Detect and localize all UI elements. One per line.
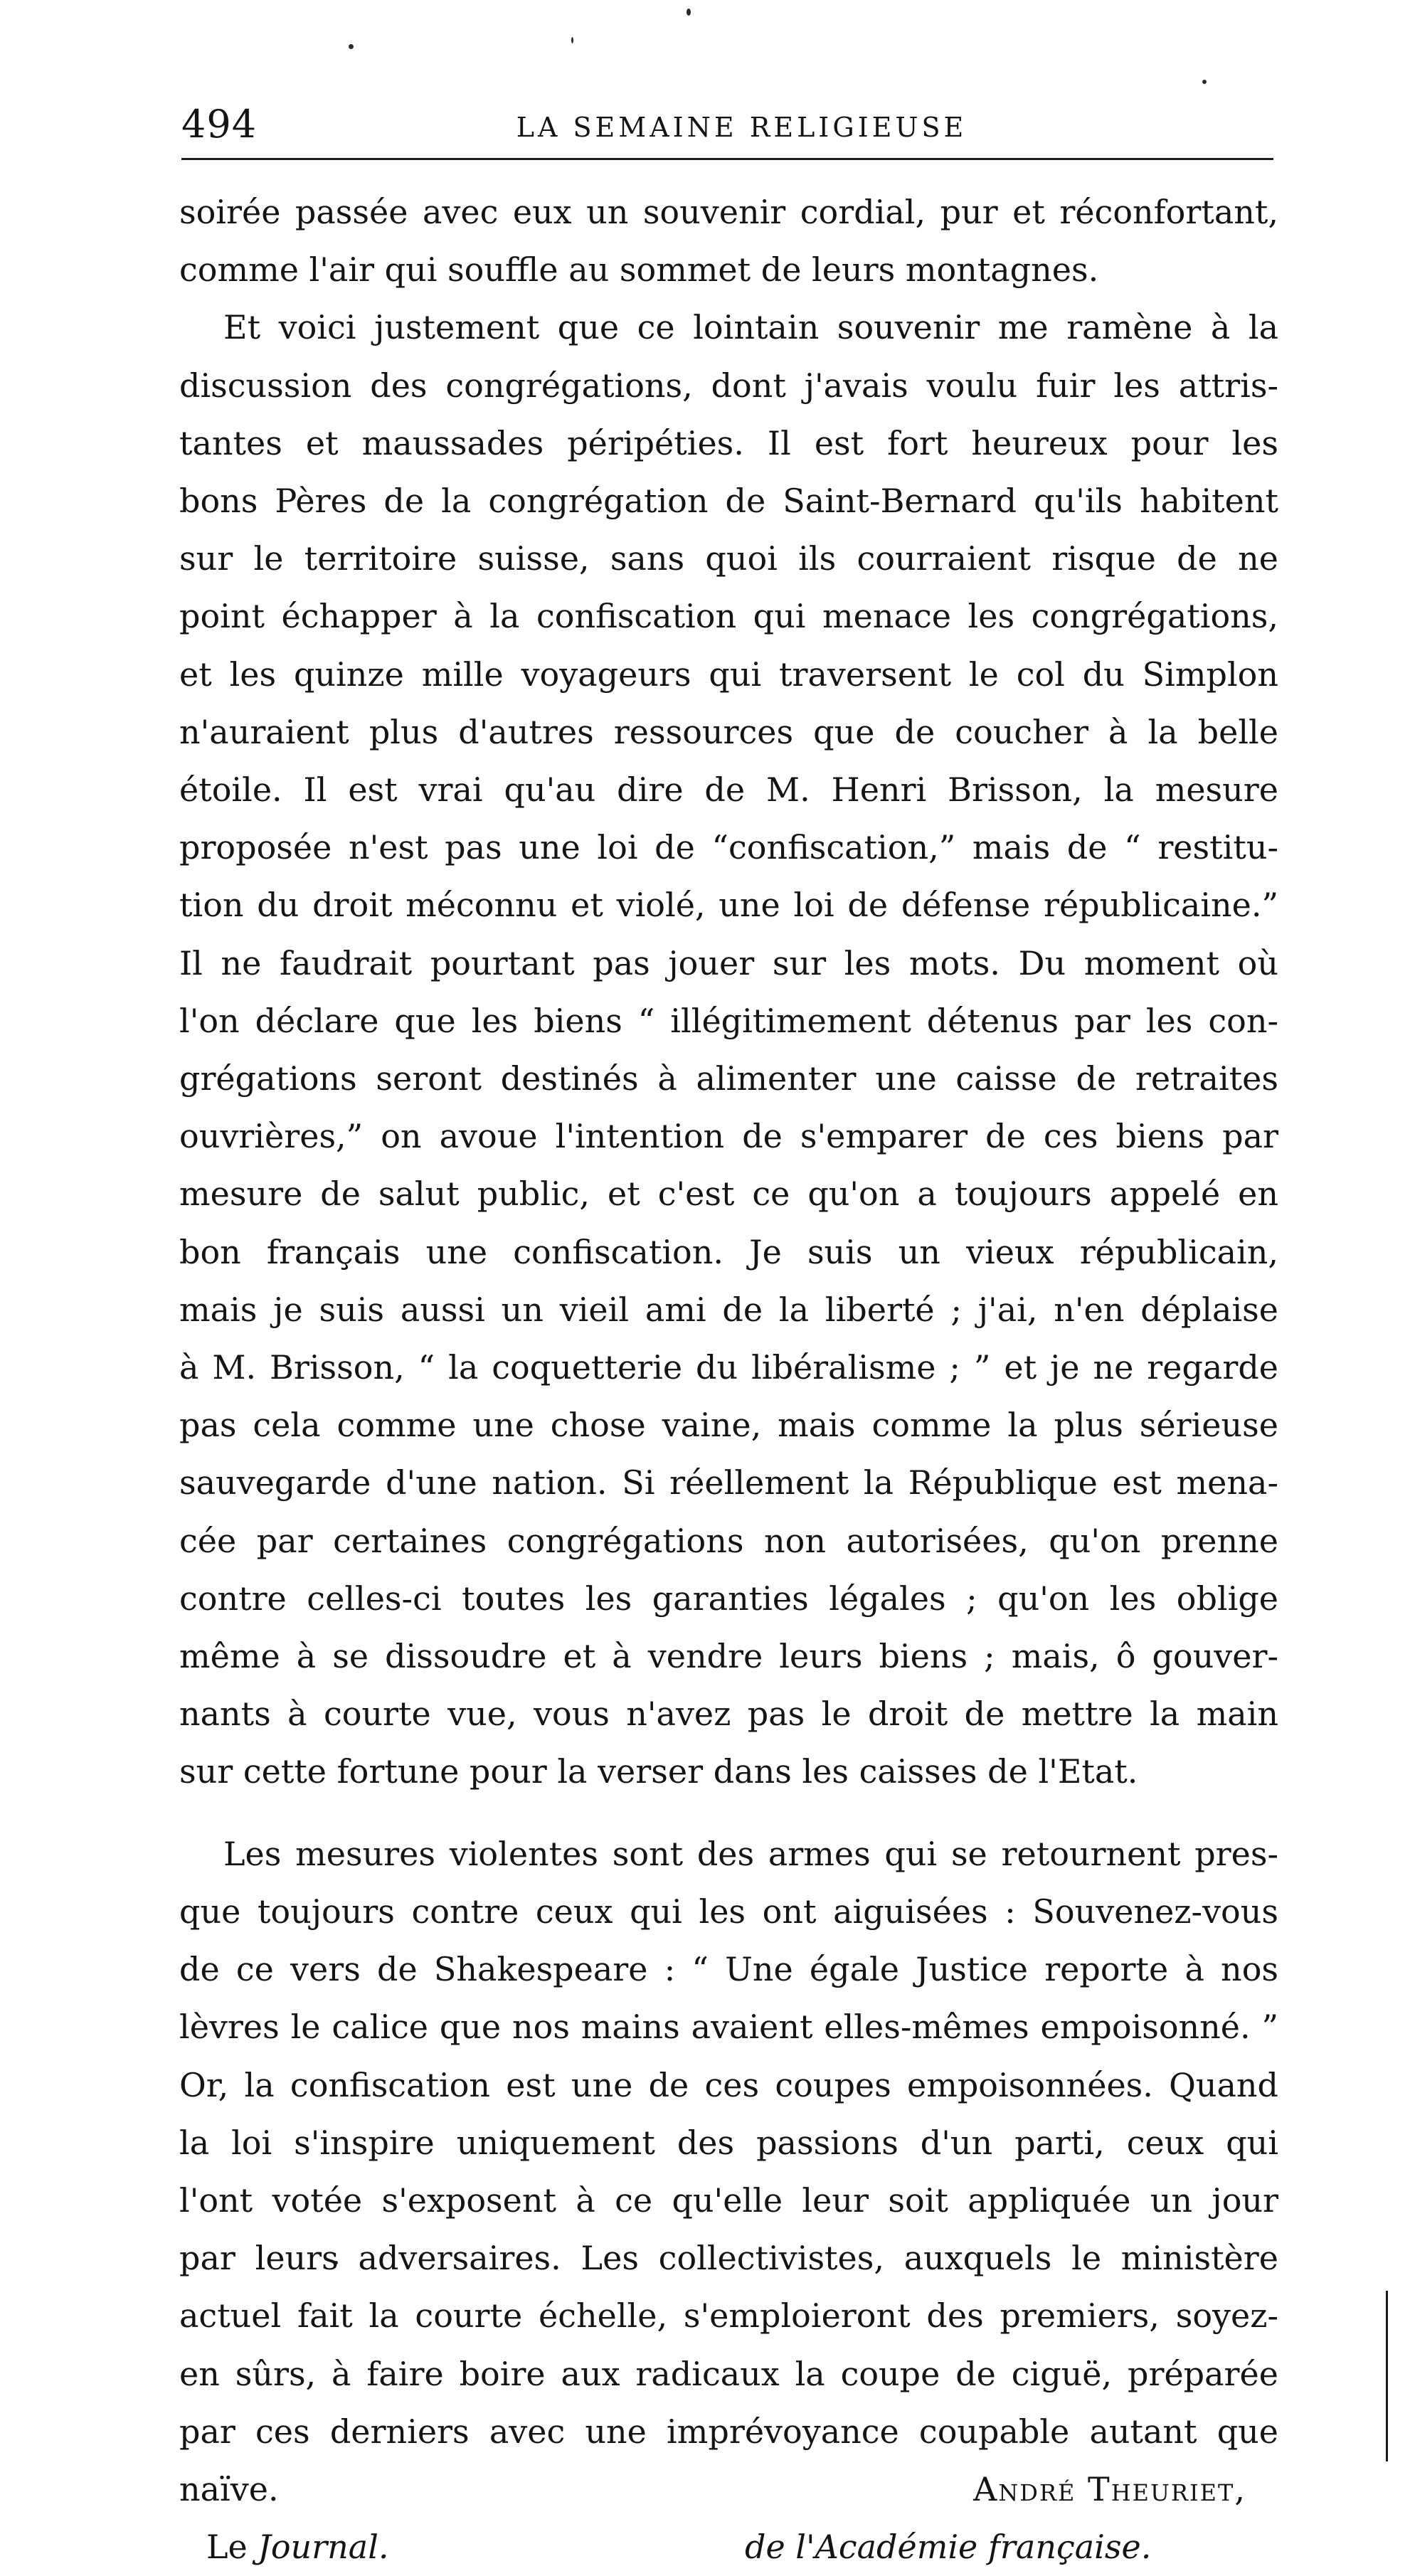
- text-line: que toujours contre ceux qui les ont aiguisées : Souvenez-vous: [179, 1892, 1278, 1931]
- text-line: cée par certaines congrégations non autorisées, qu'on prenne: [179, 1521, 1278, 1560]
- source-name: Journal.: [258, 2528, 389, 2567]
- text-line: par ces derniers avec une imprévoyance coupable autant que: [179, 2412, 1278, 2451]
- text-line: et les quinze mille voyageurs qui traversent le col du Simplon: [179, 654, 1278, 694]
- text-line: tion du droit méconnu et violé, une loi de défense républicaine.”: [179, 886, 1278, 925]
- paragraph: [179, 184, 1278, 299]
- scan-speck: [1202, 80, 1207, 84]
- text-line: point échapper à la confiscation qui menace les congrégations,: [179, 597, 1278, 636]
- scan-speck: [687, 9, 691, 16]
- text-line: sauvegarde d'une nation. Si réellement la République est mena-: [179, 1463, 1278, 1502]
- text-line: pas cela comme une chose vaine, mais comme la plus sérieuse: [179, 1406, 1278, 1445]
- scan-edge-mark: [1386, 2291, 1388, 2461]
- text-line: ouvrières,” on avoue l'intention de s'emparer de ces biens par: [179, 1117, 1278, 1156]
- text-line: de ce vers de Shakespeare : “ Une égale Justice reporte à nos: [179, 1950, 1278, 1989]
- text-line: soirée passée avec eux un souvenir cordial, pur et réconfortant,: [179, 193, 1278, 231]
- text-line: nants à courte vue, vous n'avez pas le droit de mettre la main: [179, 1695, 1278, 1734]
- text-line: lèvres le calice que nos mains avaient elles-mêmes empoisonné. ”: [179, 2008, 1278, 2047]
- text-line: même à se dissoudre et à vendre leurs biens ; mais, ô gouver-: [179, 1637, 1278, 1676]
- text-line: la loi s'inspire uniquement des passions d'un parti, ceux qui: [179, 2123, 1278, 2162]
- text-line: grégations seront destinés à alimenter une caisse de retraites: [179, 1059, 1278, 1098]
- scan-speck: [571, 37, 573, 43]
- source-line: [179, 2518, 1278, 2576]
- text-line: actuel fait la courte échelle, s'emploieront des premiers, soyez-: [179, 2296, 1278, 2336]
- text-line: sur le territoire suisse, sans quoi ils courraient risque de ne: [179, 539, 1278, 578]
- text-line: Il ne faudrait pourtant pas jouer sur les mots. Du moment où: [179, 943, 1278, 982]
- source-prefix: Le: [206, 2528, 248, 2567]
- text-line: discussion des congrégations, dont j'avais voulu fuir les attris-: [179, 366, 1278, 405]
- text-line: proposée n'est pas une loi de “confiscation,” mais de “ restitu-: [179, 828, 1278, 867]
- text-line: n'auraient plus d'autres ressources que de coucher à la belle: [179, 712, 1278, 751]
- text-line: à M. Brisson, “ la coquetterie du libéralisme ; ” et je ne regarde: [179, 1348, 1278, 1387]
- paragraph: [179, 299, 1278, 1801]
- article-body: [179, 184, 1278, 2576]
- text-line: mesure de salut public, et c'est ce qu'on a toujours appelé en: [179, 1175, 1278, 1214]
- running-title: LA SEMAINE RELIGIEUSE: [516, 112, 968, 143]
- text-line: Les mesures violentes sont des armes qui se retournent pres-: [223, 1834, 1278, 1873]
- text-line: bon français une confiscation. Je suis un vieux républicain,: [179, 1232, 1278, 1271]
- text-line: Or, la confiscation est une de ces coupes empoisonnées. Quand: [179, 2065, 1278, 2104]
- text-line: comme l'air qui souffle au sommet de leurs montagnes.: [179, 250, 1099, 290]
- text-line: Et voici justement que ce lointain souvenir me ramène à la: [223, 308, 1278, 347]
- source-credit: [206, 2518, 389, 2576]
- text-line: tantes et maussades péripéties. Il est fort heureux pour les: [179, 423, 1278, 462]
- text-line: en sûrs, à faire boire aux radicaux la coupe de ciguë, préparée: [179, 2354, 1278, 2393]
- author-affiliation: de l'Académie française.: [745, 2528, 1152, 2567]
- text-line: par leurs adversaires. Les collectivistes, auxquels le ministère: [179, 2239, 1278, 2278]
- text-line: l'on déclare que les biens “ illégitimement détenus par les con-: [179, 1001, 1278, 1040]
- header-rule: [181, 158, 1273, 160]
- page-header: [181, 100, 1273, 149]
- signature-line: [179, 2461, 1278, 2518]
- text-line: étoile. Il est vrai qu'au dire de M. Henri Brisson, la mesure: [179, 770, 1278, 810]
- text-line: bons Pères de la congrégation de Saint-Bernard qu'ils habitent: [179, 482, 1278, 521]
- closing-word: naïve.: [179, 2469, 279, 2508]
- page-number: 494: [181, 102, 258, 147]
- text-line: mais je suis aussi un vieil ami de la liberté ; j'ai, n'en déplaise: [179, 1290, 1278, 1329]
- text-line: l'ont votée s'exposent à ce qu'elle leur soit appliquée un jour: [179, 2180, 1278, 2220]
- scan-speck: [349, 44, 354, 49]
- text-line: sur cette fortune pour la verser dans les caisses de l'Etat.: [179, 1752, 1138, 1791]
- text-line: contre celles-ci toutes les garanties légales ; qu'on les oblige: [179, 1579, 1278, 1618]
- author-signature: André Theuriet,: [973, 2469, 1246, 2508]
- paragraph: [179, 1825, 1278, 2461]
